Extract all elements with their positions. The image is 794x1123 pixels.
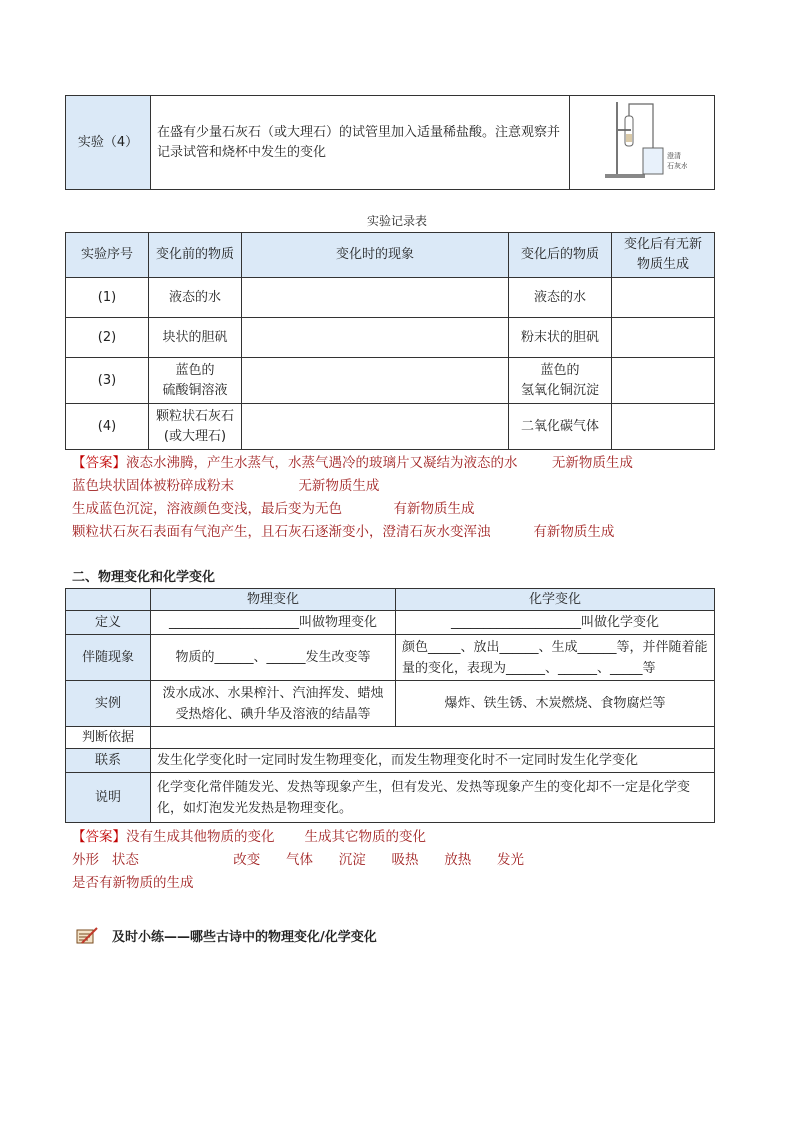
header-after: 变化后的物质 [509, 233, 612, 278]
examples-chemical: 爆炸、铁生锈、木炭燃烧、食物腐烂等 [396, 681, 715, 727]
table-row [66, 404, 715, 450]
examples-physical: 泼水成冰、水果榨汁、汽油挥发、蜡烛受热熔化、碘升华及溶液的结晶等 [151, 681, 396, 727]
answer-line: 是否有新物质的生成 [72, 875, 194, 891]
row-after: 二氧化碳气体 [509, 404, 612, 450]
row-label-examples: 实例 [66, 681, 151, 727]
answer-block-1 [72, 452, 633, 474]
experiment4-description: 在盛有少量石灰石（或大理石）的试管里加入适量稀盐酸。注意观察并记录试管和烧杯中发生的变化 [151, 96, 570, 190]
row-new [612, 358, 715, 404]
test-tube-apparatus-icon [597, 96, 687, 182]
record-table-caption: 实验记录表 [366, 214, 427, 228]
row-label-definition: 定义 [66, 611, 151, 635]
table-row [66, 358, 715, 404]
row-label-relation: 联系 [66, 749, 151, 773]
answer-line: 没有生成其他物质的变化 生成其它物质的变化 [126, 829, 427, 845]
header-no: 实验序号 [66, 233, 149, 278]
header-empty [66, 589, 151, 611]
pencil-note-icon [76, 927, 98, 945]
svg-text:石灰水: 石灰水 [667, 162, 687, 170]
section-title: 二、物理变化和化学变化 [72, 570, 216, 585]
row-before: 蓝色的 硫酸铜溶液 [149, 358, 242, 404]
row-new [612, 318, 715, 358]
row-phenomenon [242, 278, 509, 318]
header-phenomenon: 变化时的现象 [242, 233, 509, 278]
row-no: (4) [66, 404, 149, 450]
definition-chemical: ____________________叫做化学变化 [396, 611, 715, 635]
row-label-note: 说明 [66, 773, 151, 823]
note-text: 化学变化常伴随发光、发热等现象产生，但有发光、发热等现象产生的变化却不一定是化学变化，如灯泡发光发热是物理变化。 [151, 773, 715, 823]
answer-label: 【答案】 [72, 455, 126, 471]
practice-title: 及时小练——哪些古诗中的物理变化/化学变化 [112, 930, 377, 945]
row-before: 块状的胆矾 [149, 318, 242, 358]
row-label-basis: 判断依据 [66, 727, 151, 749]
definition-physical: ____________________叫做物理变化 [151, 611, 396, 635]
row-before: 颗粒状石灰石 (或大理石) [149, 404, 242, 450]
row-phenomenon [242, 404, 509, 450]
answer-label: 【答案】 [72, 829, 126, 845]
table-row [66, 318, 715, 358]
phenomena-physical: 物质的______、______发生改变等 [151, 635, 396, 681]
answer-line: 颗粒状石灰石表面有气泡产生，且石灰石逐渐变小，澄清石灰水变浑浊 有新物质生成 [72, 524, 615, 540]
experiment4-table [65, 95, 715, 190]
row-phenomenon [242, 318, 509, 358]
row-before: 液态的水 [149, 278, 242, 318]
practice-heading [76, 926, 377, 945]
row-after: 液态的水 [509, 278, 612, 318]
row-no: (2) [66, 318, 149, 358]
answer-line: 外形 状态 改变 气体 沉淀 吸热 放热 发光 [72, 852, 525, 868]
svg-text:澄清: 澄清 [667, 152, 681, 160]
row-label-phenomena: 伴随现象 [66, 635, 151, 681]
header-new-substance: 变化后有无新物质生成 [612, 233, 715, 278]
apparatus-illustration [570, 96, 715, 190]
row-phenomenon [242, 358, 509, 404]
row-no: (3) [66, 358, 149, 404]
header-before: 变化前的物质 [149, 233, 242, 278]
row-after: 粉末状的胆矾 [509, 318, 612, 358]
experiment4-label: 实验（4） [66, 96, 151, 190]
row-new [612, 404, 715, 450]
phenomena-chemical: 颜色_____、放出______、生成______等，并伴随着能量的变化，表现为______、______、_____等 [396, 635, 715, 681]
answer-line: 生成蓝色沉淀，溶液颜色变浅，最后变为无色 有新物质生成 [72, 501, 475, 517]
answer-block-2 [72, 826, 426, 848]
header-chemical: 化学变化 [396, 589, 715, 611]
row-new [612, 278, 715, 318]
relation-text: 发生化学变化时一定同时发生物理变化，而发生物理变化时不一定同时发生化学变化 [151, 749, 715, 773]
basis-value [151, 727, 715, 749]
answer-line: 蓝色块状固体被粉碎成粉末 无新物质生成 [72, 478, 380, 494]
row-after: 蓝色的 氢氧化铜沉淀 [509, 358, 612, 404]
answer-line: 液态水沸腾，产生水蒸气，水蒸气遇冷的玻璃片又凝结为液态的水 无新物质生成 [126, 455, 633, 471]
header-physical: 物理变化 [151, 589, 396, 611]
row-no: (1) [66, 278, 149, 318]
table-row [66, 278, 715, 318]
record-table [65, 232, 715, 450]
physical-chemical-table [65, 588, 715, 823]
